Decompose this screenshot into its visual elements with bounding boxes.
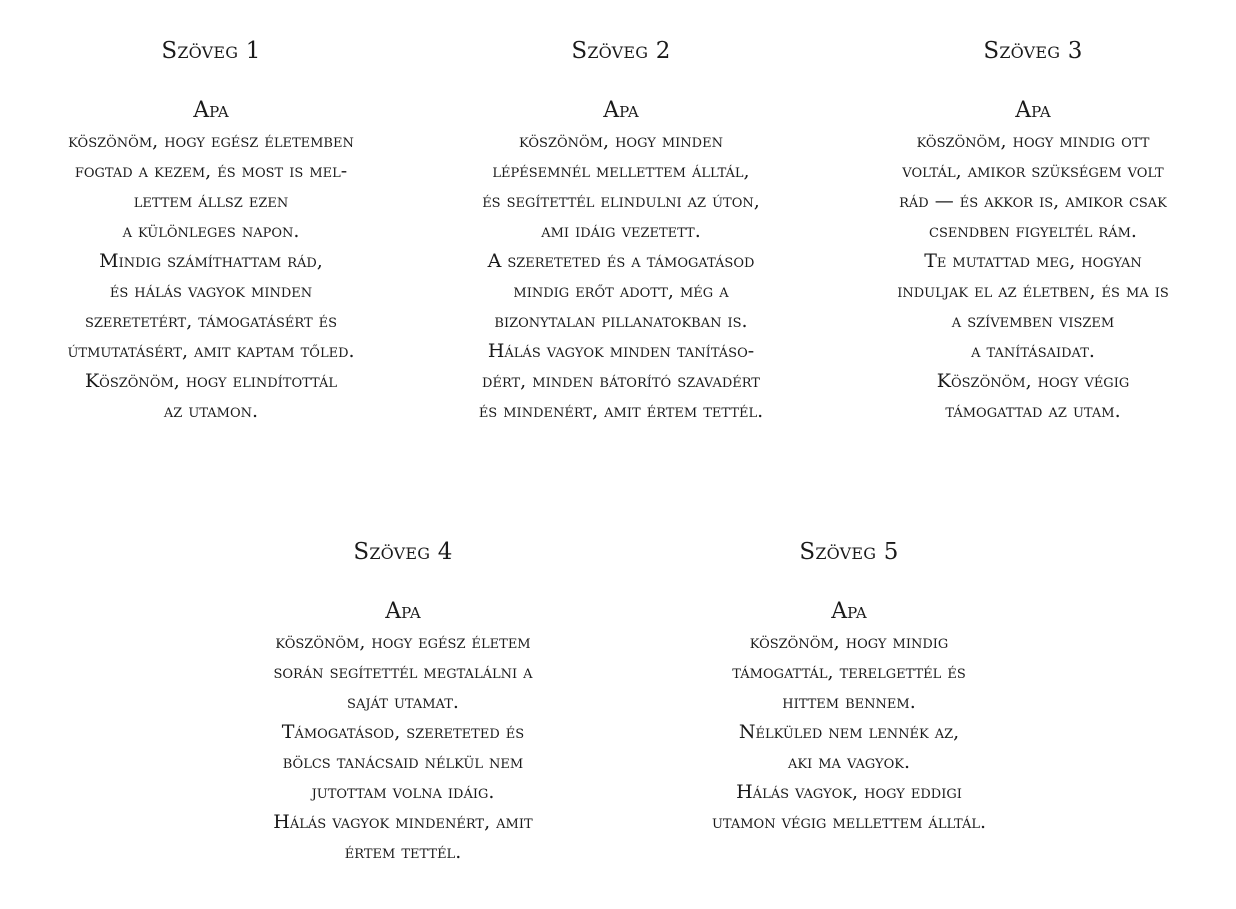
text-line: a különleges napon. <box>122 220 300 242</box>
text-line: lettem állsz ezen <box>133 190 289 212</box>
text-block-4 <box>202 539 604 867</box>
block-body <box>648 597 1050 837</box>
text-line: Mindig számíthattam rád, <box>99 250 323 272</box>
text-line: Hálás vagyok mindenért, amit <box>273 811 533 833</box>
block-title: Szöveg 4 <box>353 539 453 565</box>
text-line: köszönöm, hogy minden <box>519 130 723 152</box>
text-line: Hálás vagyok minden tanításo- <box>487 340 755 362</box>
block-body <box>420 96 822 426</box>
text-line: Nélküled nem lennék az, <box>738 721 960 743</box>
text-line: értem tettél. <box>344 841 462 863</box>
text-line: során segítettél megtalálni a <box>273 661 533 683</box>
text-block-2 <box>420 38 822 426</box>
block-title: Szöveg 5 <box>799 539 899 565</box>
text-line: induljak el az életben, és ma is <box>897 280 1169 302</box>
text-line: lépésemnél mellettem álltál, <box>492 160 750 182</box>
text-line: köszönöm, hogy mindig <box>749 631 949 653</box>
text-line: köszönöm, hogy egész életem <box>275 631 531 653</box>
text-block-3 <box>832 38 1234 426</box>
text-line: hittem bennem. <box>782 691 916 713</box>
text-line: támogattál, terelgettél és <box>732 661 966 683</box>
text-line: útmutatásért, amit kaptam tőled. <box>67 340 355 362</box>
greeting: Apa <box>193 98 229 123</box>
text-line: ami idáig vezetett. <box>541 220 701 242</box>
text-line: szeretetért, támogatásért és <box>84 310 338 332</box>
block-body <box>832 96 1234 426</box>
text-line: A szereteted és a támogatásod <box>487 250 755 272</box>
text-line: az utamon. <box>163 400 259 422</box>
text-line: támogattad az utam. <box>945 400 1121 422</box>
greeting: Apa <box>831 599 867 624</box>
text-block-1 <box>10 38 412 426</box>
text-line: Hálás vagyok, hogy eddigi <box>736 781 962 803</box>
text-line: rád — és akkor is, amikor csak <box>899 190 1167 212</box>
greeting: Apa <box>385 599 421 624</box>
block-body <box>202 597 604 867</box>
text-line: köszönöm, hogy mindig ott <box>916 130 1150 152</box>
text-line: csendben figyeltél rám. <box>929 220 1137 242</box>
text-line: Te mutattad meg, hogyan <box>924 250 1142 272</box>
text-line: saját utamat. <box>347 691 459 713</box>
text-line: bölcs tanácsaid nélkül nem <box>282 751 524 773</box>
text-line: aki ma vagyok. <box>787 751 911 773</box>
text-line: Támogatásod, szereteted és <box>281 721 525 743</box>
greeting: Apa <box>1015 98 1051 123</box>
greeting: Apa <box>603 98 639 123</box>
text-line: és mindenért, amit értem tettél. <box>478 400 764 422</box>
text-line: fogtad a kezem, és most is mel- <box>74 160 348 182</box>
text-block-5 <box>648 539 1050 837</box>
block-title: Szöveg 1 <box>161 38 261 64</box>
block-body <box>10 96 412 426</box>
text-line: voltál, amikor szükségem volt <box>902 160 1164 182</box>
block-title: Szöveg 2 <box>571 38 671 64</box>
text-line: jutottam volna idáig. <box>311 781 495 803</box>
text-line: köszönöm, hogy egész életemben <box>68 130 354 152</box>
text-line: utamon végig mellettem álltál. <box>711 811 987 833</box>
text-line: a tanításaidat. <box>971 340 1095 362</box>
text-line: dért, minden bátorító szavadért <box>482 370 760 392</box>
text-line: mindig erőt adott, még a <box>513 280 729 302</box>
text-line: és segítettél elindulni az úton, <box>482 190 760 212</box>
text-line: Köszönöm, hogy elindítottál <box>84 370 338 392</box>
text-line: a szívemben viszem <box>951 310 1115 332</box>
text-line: Köszönöm, hogy végig <box>936 370 1130 392</box>
block-title: Szöveg 3 <box>983 38 1083 64</box>
text-line: bizonytalan pillanatokban is. <box>494 310 748 332</box>
text-line: és hálás vagyok minden <box>109 280 313 302</box>
